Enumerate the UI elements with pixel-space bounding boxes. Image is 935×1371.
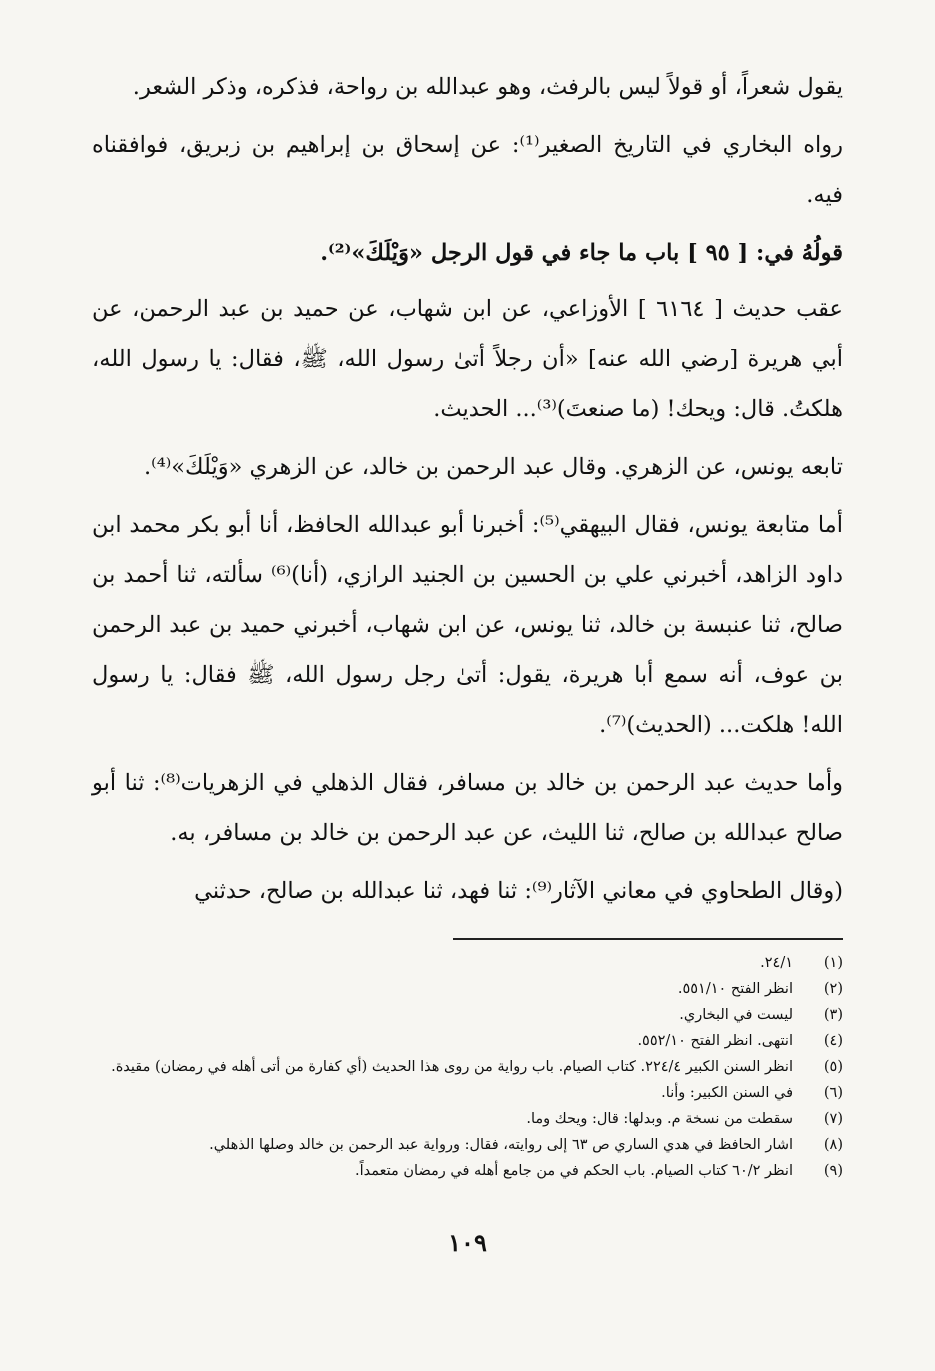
- main-text: [92, 62, 843, 924]
- footnote-number: (٣): [823, 1007, 843, 1023]
- footnote-number: (٧): [823, 1111, 843, 1127]
- footnote-text: في السنن الكبير: وأنا.: [661, 1085, 793, 1101]
- footnote-number: (٦): [823, 1085, 843, 1101]
- footnote-item: [92, 976, 843, 1002]
- page-number: ١٠٩: [448, 1228, 487, 1257]
- footnote-text: ليست في البخاري.: [679, 1007, 793, 1023]
- footnote-divider: [453, 938, 843, 940]
- footnote-number: (٩): [823, 1163, 843, 1179]
- paragraph-7: (وقال الطحاوي في معاني الآثار⁽⁹⁾: ثنا فهد، ثنا عبدالله بن صالح، حدثني: [194, 878, 843, 904]
- paragraph-2: رواه البخاري في التاريخ الصغير⁽¹⁾: عن إسحاق بن إبراهيم بن زبريق، فوافقناه فيه.: [92, 132, 843, 208]
- footnote-number: (٨): [823, 1137, 843, 1153]
- footnote-item: [92, 1132, 843, 1158]
- footnote-number: (١): [823, 955, 843, 971]
- footnote-item: [92, 1080, 843, 1106]
- footnote-number: (٢): [823, 981, 843, 997]
- paragraph-1: يقول شعراً، أو قولاً ليس بالرفث، وهو عبدالله بن رواحة، فذكره، وذكر الشعر.: [132, 74, 843, 100]
- footnote-number: (٥): [823, 1059, 843, 1075]
- footnote-item: [92, 1028, 843, 1054]
- footnote-item: [92, 1158, 843, 1184]
- footnote-text: اشار الحافظ في هدي الساري ص ٦٣ إلى روايته، فقال: ورواية عبد الرحمن بن خالد وصلها الذهلي.: [209, 1137, 793, 1153]
- footnote-item: [92, 1106, 843, 1132]
- paragraph-6: وأما حديث عبد الرحمن بن خالد بن مسافر، فقال الذهلي في الزهريات⁽⁸⁾: ثنا أبو صالح عبدالله بن صالح، ثنا الليث، عن عبد الرحمن بن خالد بن مسافر، به.: [92, 770, 843, 846]
- footnote-text: انظر ٦٠/٢ كتاب الصيام. باب الحكم في من جامع أهله في رمضان متعمداً.: [355, 1163, 793, 1179]
- paragraph-3: عقب حديث [ ٦١٦٤ ] الأوزاعي، عن ابن شهاب، عن حميد بن عبد الرحمن، عن أبي هريرة [رضي الله عنه] «أن رجلاً أتىٰ رسول الله، ﷺ، فقال: يا رسول الله، هلكتُ. قال: ويحك! (ما صنعتَ)⁽³⁾... الحديث.: [92, 296, 843, 422]
- section-heading: قولُهُ في: [ ٩٥ ] باب ما جاء في قول الرجل «وَيْلَكَ»⁽²⁾.: [320, 240, 843, 266]
- footnotes: [92, 938, 843, 1184]
- footnote-item: [92, 1002, 843, 1028]
- footnote-text: انتهى. انظر الفتح ٥٥٢/١٠.: [637, 1033, 793, 1049]
- footnote-text: انظر السنن الكبير ٢٢٤/٤. كتاب الصيام. باب رواية من روى هذا الحديث (أي كفارة من أتى أهله في رمضان) مقيدة.: [111, 1059, 793, 1075]
- paragraph-4: تابعه يونس، عن الزهري. وقال عبد الرحمن بن خالد، عن الزهري «وَيْلَكَ»⁽⁴⁾.: [144, 454, 843, 480]
- footnote-text: ٢٤/١.: [760, 955, 793, 971]
- footnote-number: (٤): [823, 1033, 843, 1049]
- footnote-text: انظر الفتح ٥٥١/١٠.: [677, 981, 793, 997]
- paragraph-5: أما متابعة يونس، فقال البيهقي⁽⁵⁾: أخبرنا أبو عبدالله الحافظ، أنا أبو بكر محمد ابن داود الزاهد، أخبرني علي بن الحسين بن الجنيد الرازي، (أنا)⁽⁶⁾ سألته، ثنا أحمد بن صالح، ثنا عنبسة بن خالد، ثنا يونس، عن ابن شهاب، أخبرني حميد بن عبد الرحمن بن عوف، أنه سمع أبا هريرة، يقول: أتىٰ رجل رسول الله، ﷺ فقال: يا رسول الله! هلكت... (الحديث)⁽⁷⁾.: [92, 512, 844, 738]
- footnote-text: سقطت من نسخة م. وبدلها: قال: ويحك وما.: [526, 1111, 793, 1127]
- footnote-item: [92, 1054, 843, 1080]
- footnote-item: [92, 950, 843, 976]
